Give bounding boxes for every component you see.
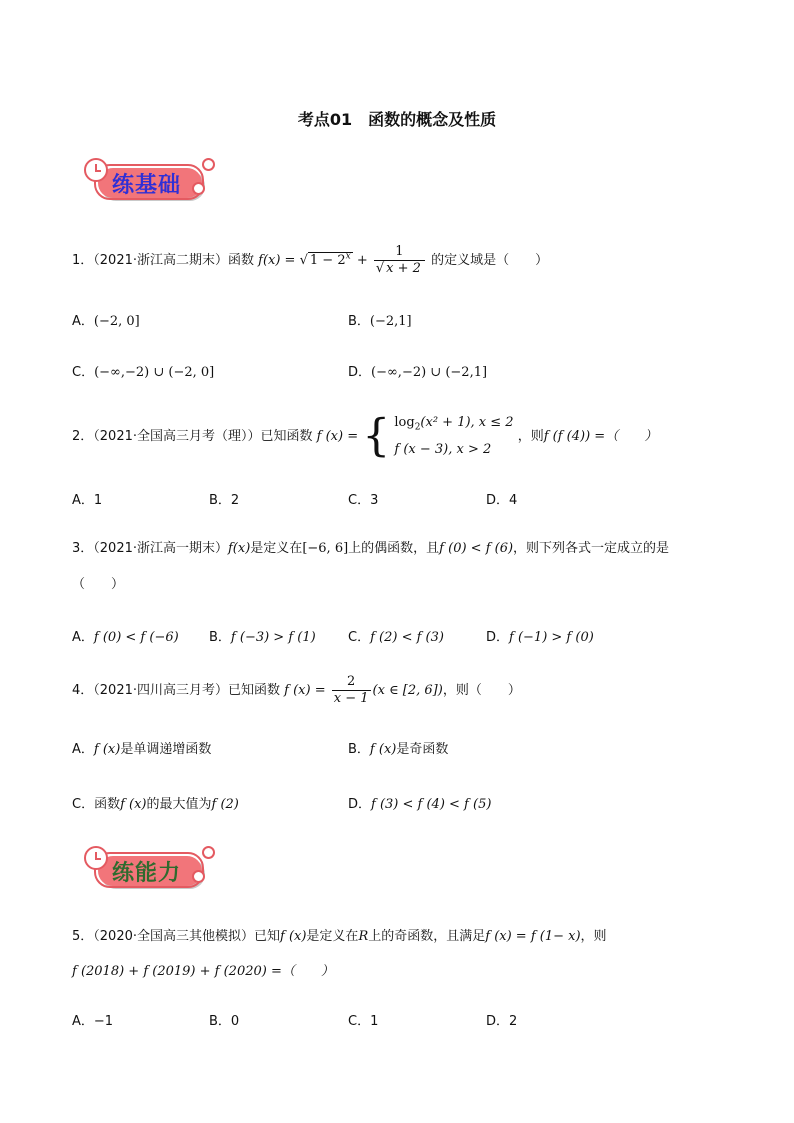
option-c <box>72 361 214 380</box>
option-letter: A． <box>72 742 94 757</box>
question-text: 是定义在 <box>250 541 303 556</box>
case-1-log: log <box>394 415 415 430</box>
question-suffix: ，则 <box>580 929 607 944</box>
option-letter: A． <box>72 314 94 329</box>
sqrt-content: 1 − 2 <box>309 253 346 268</box>
option-text: f (−1) > f (0) <box>509 630 594 645</box>
fraction-numerator: 2 <box>332 674 371 691</box>
question-suffix: 的定义域是（ ） <box>431 253 549 268</box>
question-4 <box>72 674 521 707</box>
question-suffix: ，则下列各式一定成立的是 <box>513 541 670 556</box>
option-a <box>72 310 140 329</box>
option-text: 的最大值为 <box>146 797 212 812</box>
option-text: f (2) < f (3) <box>370 630 444 645</box>
section-label: 练能力 <box>112 861 182 886</box>
fraction-numerator: 1 <box>374 244 425 261</box>
dot-icon <box>192 182 205 195</box>
function-name: f (x) <box>120 797 147 812</box>
option-c: C．3 <box>348 493 379 508</box>
question-prefix: 3．（2021·浙江高一期末） <box>72 541 228 556</box>
option-letter: C．函数 <box>72 797 121 812</box>
option-text: 是奇函数 <box>396 742 449 757</box>
option-text: (−∞,−2) ∪ (−2,1] <box>371 365 488 380</box>
dot-icon <box>202 158 215 171</box>
page-title: 考点01 函数的概念及性质 <box>297 110 497 129</box>
set-r: R <box>358 929 369 944</box>
option-letter: D． <box>348 365 372 380</box>
question-prefix: 1．（2021·浙江高二期末）函数 <box>72 253 254 268</box>
question-text: 是定义在 <box>306 929 359 944</box>
section-label: 练基础 <box>112 173 182 198</box>
function-name: f (x) = <box>316 428 359 444</box>
option-b <box>348 310 412 329</box>
option-letter: C． <box>72 365 95 380</box>
option-text: (−2, 0] <box>93 314 140 329</box>
option-text: f (0) < f (−6) <box>93 630 179 645</box>
question-2: 2．（2021·全国高三月考（理））已知函数 f (x) = { $\log_2(x^2 + 1)$, x ≤ 2 f (x − 3), x > 2 ，则f (f (4)) =（ ） <box>72 410 658 462</box>
function-name: f(x) <box>228 541 251 556</box>
exponent: x <box>345 251 351 262</box>
question-1: 1．（2021·浙江高二期末）函数 f(x) = √ $1 - 2^x$ + $\frac{1}{√ x + 2}$ 的定义域是（ ） <box>72 244 549 276</box>
option-a: A．−1 <box>72 1014 114 1029</box>
question-prefix: 4．（2021·四川高三月考）已知函数 <box>72 683 280 698</box>
condition: f (x) = f (1− x) <box>485 929 581 944</box>
option-a <box>72 626 179 645</box>
option-b <box>348 738 448 757</box>
option-b: B．2 <box>209 493 240 508</box>
question-expression: f (f (4)) =（ ） <box>543 428 658 444</box>
answer-paren: （ ） <box>72 577 125 592</box>
option-d <box>348 361 487 380</box>
option-text: f (−3) > f (1) <box>230 630 316 645</box>
section-badge-ability <box>84 846 214 894</box>
question-prefix: 2．（2021·全国高三月考（理））已知函数 <box>72 428 313 444</box>
option-d: D．4 <box>486 493 518 508</box>
clock-icon <box>84 158 108 182</box>
condition: f (0) < f (6) <box>439 541 514 556</box>
option-a <box>72 738 211 757</box>
fraction-denominator: x − 1 <box>333 691 369 706</box>
function-name: f (x) <box>280 929 307 944</box>
option-d <box>486 626 594 645</box>
log-base: 2 <box>414 422 421 433</box>
option-d: D．2 <box>486 1014 518 1029</box>
option-c: C．1 <box>348 1014 379 1029</box>
option-letter: B． <box>348 742 370 757</box>
option-b: B．0 <box>209 1014 240 1029</box>
question-text: 上的奇函数，且满足 <box>368 929 486 944</box>
interval: [−6, 6] <box>302 541 349 556</box>
function-name: f (x) <box>93 742 121 757</box>
option-value: f (2) <box>211 797 239 812</box>
function-name: f (x) <box>369 742 397 757</box>
option-letter: D． <box>348 797 372 812</box>
option-a: A．1 <box>72 493 103 508</box>
option-text: 是单调递增函数 <box>120 742 212 757</box>
case-2: f (x − 3), x > 2 <box>394 441 492 457</box>
section-badge-basic <box>84 158 214 206</box>
question-5-expression: f (2018) + f (2019) + f (2020) =（ ） <box>72 964 334 979</box>
option-text: (−2,1] <box>369 314 412 329</box>
option-letter: D． <box>486 630 510 645</box>
domain: (x ∈ [2, 6]) <box>372 683 443 698</box>
fraction-denominator: x + 2 <box>386 261 421 276</box>
question-prefix: 5．（2020·全国高三其他模拟）已知 <box>72 929 280 944</box>
option-letter: B． <box>348 314 370 329</box>
dot-icon <box>192 870 205 883</box>
option-c <box>72 793 239 812</box>
question-text: 上的偶函数，且 <box>348 541 440 556</box>
option-letter: B． <box>209 630 231 645</box>
option-d <box>348 793 491 812</box>
function-name: f (x) = <box>284 683 326 698</box>
option-letter: A． <box>72 630 94 645</box>
function-name: f(x) = <box>258 253 300 268</box>
question-suffix: ，则 <box>517 428 544 444</box>
option-letter: C． <box>348 630 371 645</box>
option-text: f (3) < f (4) < f (5) <box>371 797 492 812</box>
option-b <box>209 626 316 645</box>
clock-icon <box>84 846 108 870</box>
case-1: (x² + 1), x ≤ 2 <box>420 415 514 430</box>
option-c <box>348 626 444 645</box>
question-3 <box>72 539 669 559</box>
question-suffix: ，则（ ） <box>442 683 521 698</box>
option-text: (−∞,−2) ∪ (−2, 0] <box>94 365 215 380</box>
question-5 <box>72 927 607 947</box>
dot-icon <box>202 846 215 859</box>
